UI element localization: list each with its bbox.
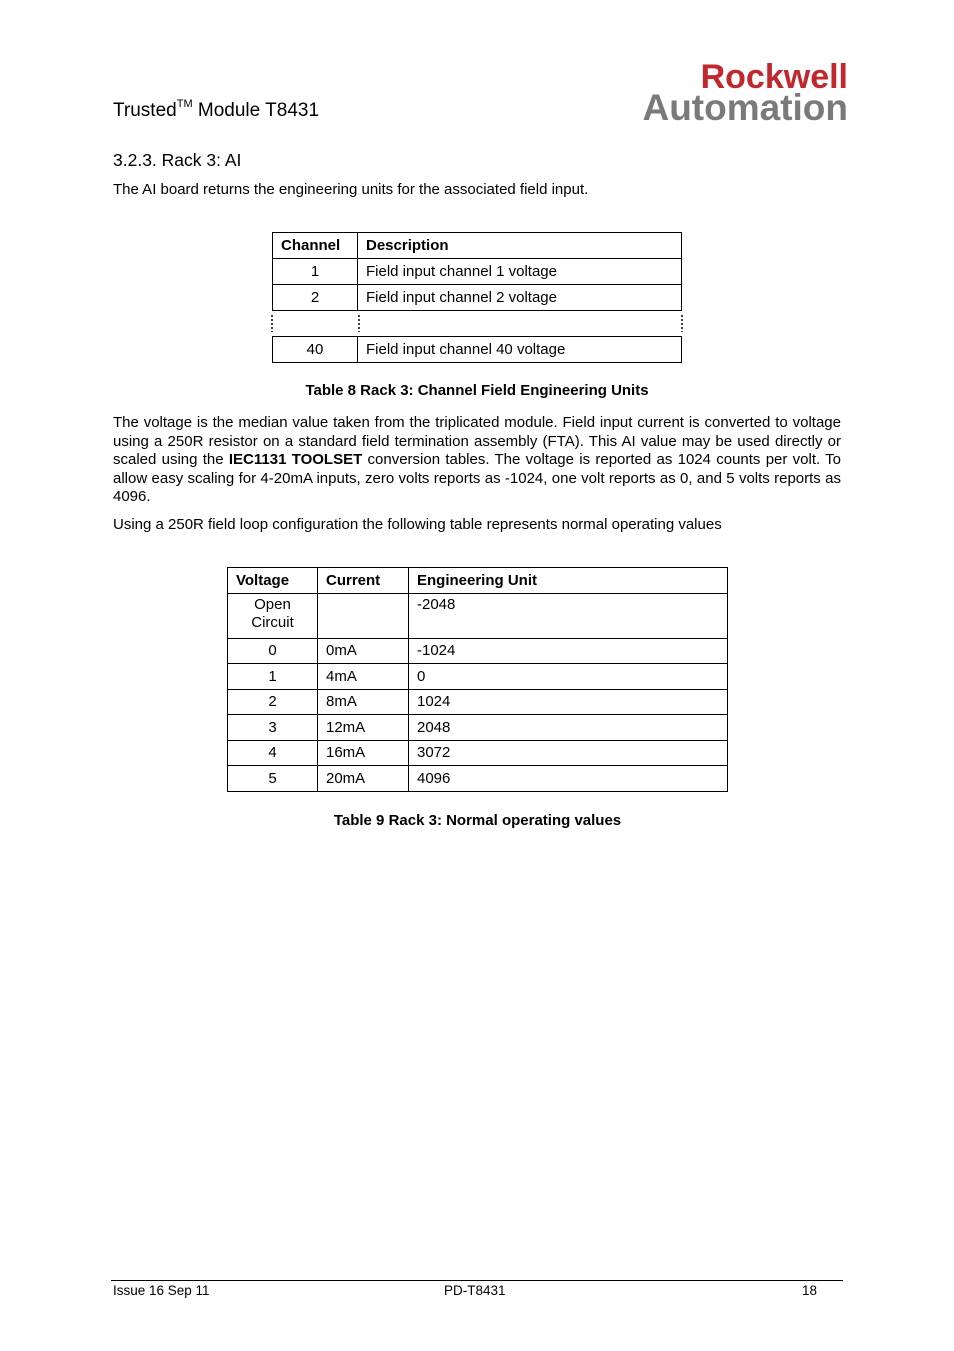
cell-engineering-unit: 2048 (409, 715, 728, 741)
table-header-row (273, 233, 682, 259)
table-row (228, 638, 728, 664)
header-description: Description (358, 233, 682, 259)
cell-engineering-unit: 0 (409, 664, 728, 690)
table-row (273, 259, 682, 285)
logo-word-automation: Automation (642, 87, 848, 126)
table-8-caption: Table 8 Rack 3: Channel Field Engineering Units (305, 382, 649, 399)
table-header-row (228, 568, 728, 594)
channel-table (272, 232, 682, 363)
voltage-paragraph (113, 414, 841, 507)
logo-word-rockwell: Rockwell (700, 58, 848, 96)
header-voltage: Voltage (228, 568, 318, 594)
trademark-superscript: TM (176, 98, 193, 110)
cell-current: 4mA (318, 664, 409, 690)
cell-voltage: 2 (228, 689, 318, 715)
table-row (228, 664, 728, 690)
toolset-name: IEC1131 TOOLSET (228, 451, 363, 468)
loop-config-paragraph: Using a 250R field loop configuration the following table represents normal operating values (113, 516, 722, 533)
open-circuit-line2: Circuit (251, 613, 294, 631)
cell-voltage: 0 (228, 638, 318, 664)
cell-engineering-unit: 3072 (409, 740, 728, 766)
cell-voltage: 4 (228, 740, 318, 766)
section-intro: The AI board returns the engineering units for the associated field input. (113, 181, 589, 198)
cell-engineering-unit: 4096 (409, 766, 728, 792)
cell-current: 0mA (318, 638, 409, 664)
cell-voltage (228, 593, 318, 638)
header-engineering-unit: Engineering Unit (409, 568, 728, 594)
vertical-ellipsis-icon (681, 314, 683, 332)
cell-channel: 1 (273, 259, 358, 285)
cell-voltage: 1 (228, 664, 318, 690)
footer-issue: Issue 16 Sep 11 (113, 1283, 210, 1298)
table-row (228, 593, 728, 638)
title-prefix: Trusted (113, 100, 177, 121)
table-row (273, 285, 682, 311)
cell-current: 8mA (318, 689, 409, 715)
cell-channel: 40 (273, 337, 358, 363)
cell-current (318, 593, 409, 638)
table-row (273, 337, 682, 363)
cell-description: Field input channel 40 voltage (358, 337, 682, 363)
cell-channel: 2 (273, 285, 358, 311)
ellipsis-row (273, 311, 682, 337)
cell-current: 20mA (318, 766, 409, 792)
cell-description: Field input channel 2 voltage (358, 285, 682, 311)
table-row (228, 740, 728, 766)
cell-voltage: 5 (228, 766, 318, 792)
table-9-caption: Table 9 Rack 3: Normal operating values (333, 812, 622, 829)
cell-engineering-unit: -2048 (409, 593, 728, 638)
cell-engineering-unit: 1024 (409, 689, 728, 715)
cell-current: 12mA (318, 715, 409, 741)
page-number: 18 (802, 1283, 818, 1298)
cell-description: Field input channel 1 voltage (358, 259, 682, 285)
cell-voltage: 3 (228, 715, 318, 741)
open-circuit-line1: Open (254, 595, 291, 613)
document-title (113, 100, 319, 122)
footer-divider (111, 1280, 843, 1281)
rockwell-automation-logo (590, 58, 850, 126)
logo-graphic (590, 58, 850, 126)
title-suffix: Module T8431 (192, 100, 320, 121)
ellipsis-cell (273, 311, 358, 337)
table-row (228, 715, 728, 741)
footer-document-id: PD-T8431 (444, 1283, 506, 1298)
paragraph-text: conversion tables. The voltage is reported as 1024 counts per volt. To allow easy scaling for 4-20mA inputs, zero volts reports as -1024, one volt reports as 0, and 5 volts reports as 4096. (113, 451, 841, 505)
operating-values-table (227, 567, 728, 792)
cell-current: 16mA (318, 740, 409, 766)
section-heading: 3.2.3. Rack 3: AI (113, 150, 242, 170)
header-current: Current (318, 568, 409, 594)
ellipsis-cell (358, 311, 682, 337)
cell-engineering-unit: -1024 (409, 638, 728, 664)
vertical-ellipsis-icon (271, 314, 273, 332)
table-row (228, 766, 728, 792)
paragraph-text: The voltage is the median value taken from the triplicated module. Field input current is converted to voltage using a 250R resistor on a standard field termination assembly (FTA). This AI value may be used directly or scaled using the (113, 414, 841, 468)
header-channel: Channel (273, 233, 358, 259)
table-row (228, 689, 728, 715)
